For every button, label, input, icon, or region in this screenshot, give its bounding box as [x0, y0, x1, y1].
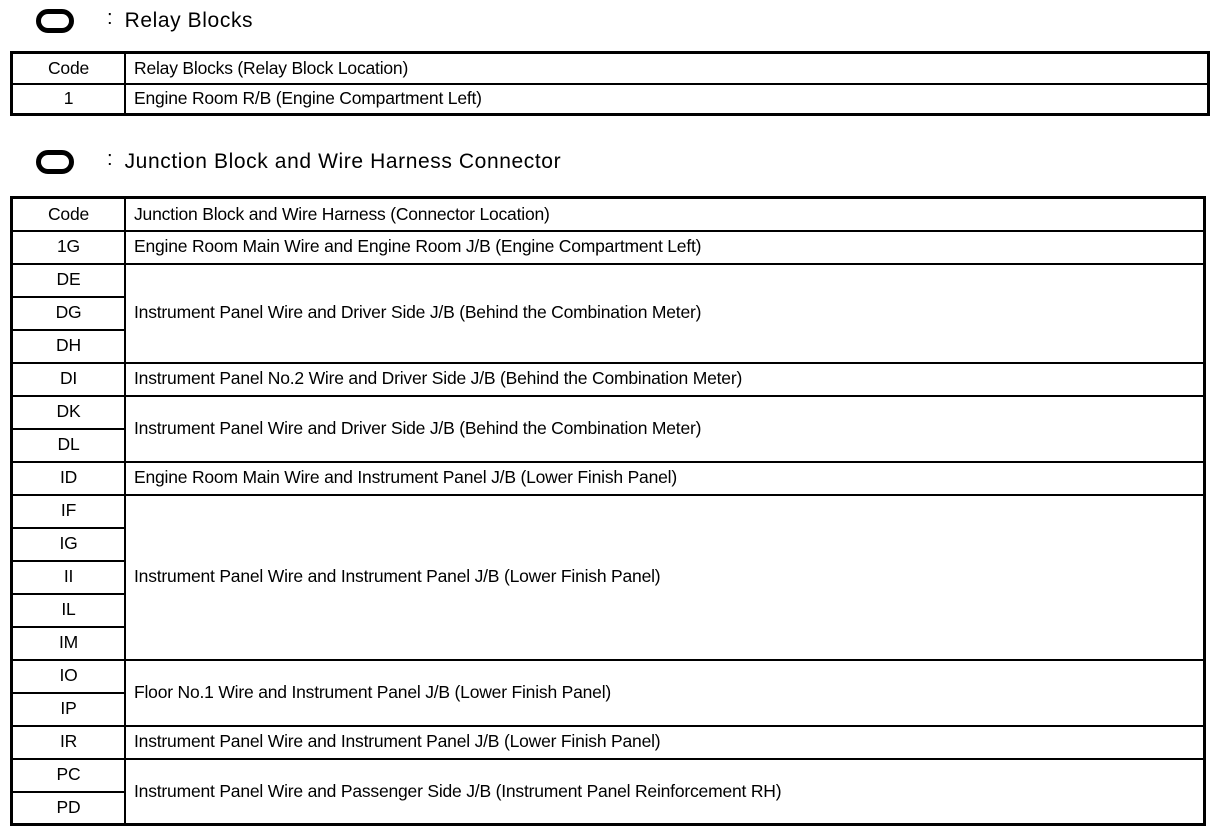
location-description-cell: Engine Room R/B (Engine Compartment Left) [125, 84, 1209, 115]
location-description-cell: Instrument Panel Wire and Driver Side J/B (Behind the Combination Meter) [125, 396, 1205, 462]
junction-header-code: Code [12, 198, 126, 231]
connector-code-cell: II [12, 561, 126, 594]
connector-code-cell: IP [12, 693, 126, 726]
relay-blocks-table [10, 51, 1210, 116]
connector-code-cell: DI [12, 363, 126, 396]
relay-blocks-heading [36, 5, 253, 37]
connector-code-cell: IL [12, 594, 126, 627]
connector-code-cell: ID [12, 462, 126, 495]
connector-code-cell: DH [12, 330, 126, 363]
table-row [12, 759, 1205, 792]
junction-block-colon: : [107, 147, 113, 170]
junction-table-header-row [12, 198, 1205, 231]
table-row [12, 84, 1209, 115]
table-row [12, 396, 1205, 429]
connector-code-cell: DL [12, 429, 126, 462]
junction-block-heading [36, 146, 561, 178]
table-row [12, 726, 1205, 759]
table-row [12, 495, 1205, 528]
relay-blocks-table-body [12, 53, 1209, 115]
connector-code-cell: IF [12, 495, 126, 528]
location-description-cell: Floor No.1 Wire and Instrument Panel J/B (Lower Finish Panel) [125, 660, 1205, 726]
location-description-cell: Instrument Panel Wire and Instrument Panel J/B (Lower Finish Panel) [125, 726, 1205, 759]
connector-code-cell: IO [12, 660, 126, 693]
connector-code-cell: IG [12, 528, 126, 561]
table-row [12, 660, 1205, 693]
location-description-cell: Engine Room Main Wire and Engine Room J/B (Engine Compartment Left) [125, 231, 1205, 264]
rounded-rectangle-icon [36, 150, 74, 174]
relay-header-description: Relay Blocks (Relay Block Location) [125, 53, 1209, 84]
connector-code-cell: IM [12, 627, 126, 660]
rounded-rectangle-icon [36, 9, 74, 33]
connector-code-cell: PC [12, 759, 126, 792]
connector-code-cell: IR [12, 726, 126, 759]
location-description-cell: Instrument Panel Wire and Passenger Side J/B (Instrument Panel Reinforcement RH) [125, 759, 1205, 825]
junction-block-table-body [12, 198, 1205, 825]
table-row [12, 363, 1205, 396]
junction-header-description: Junction Block and Wire Harness (Connector Location) [125, 198, 1205, 231]
location-description-cell: Engine Room Main Wire and Instrument Panel J/B (Lower Finish Panel) [125, 462, 1205, 495]
connector-code-cell: DE [12, 264, 126, 297]
connector-code-cell: DG [12, 297, 126, 330]
table-row [12, 462, 1205, 495]
relay-blocks-colon: : [107, 6, 113, 29]
junction-block-table [10, 196, 1206, 826]
relay-table-header-row [12, 53, 1209, 84]
connector-code-cell: PD [12, 792, 126, 825]
connector-code-cell: DK [12, 396, 126, 429]
location-description-cell: Instrument Panel No.2 Wire and Driver Side J/B (Behind the Combination Meter) [125, 363, 1205, 396]
connector-code-cell: 1 [12, 84, 126, 115]
relay-blocks-title: Relay Blocks [124, 9, 254, 32]
location-description-cell: Instrument Panel Wire and Driver Side J/B (Behind the Combination Meter) [125, 264, 1205, 363]
table-row [12, 264, 1205, 297]
junction-block-title: Junction Block and Wire Harness Connector [124, 150, 562, 173]
connector-code-cell: 1G [12, 231, 126, 264]
relay-header-code: Code [12, 53, 126, 84]
location-description-cell: Instrument Panel Wire and Instrument Panel J/B (Lower Finish Panel) [125, 495, 1205, 660]
table-row [12, 231, 1205, 264]
